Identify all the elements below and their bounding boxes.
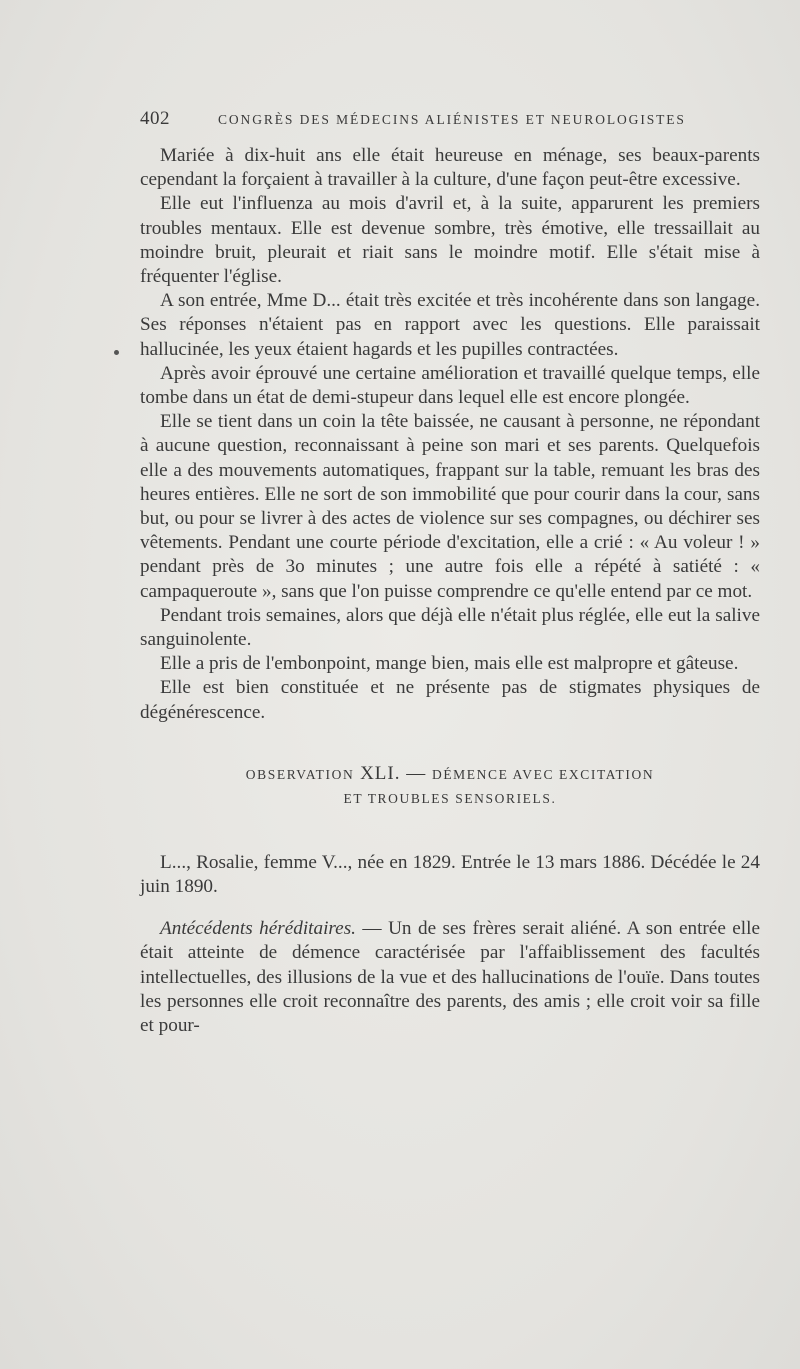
antecedents-dash: — [355,918,389,940]
paragraph-marriage: Mariée à dix-huit ans elle était heureuse en ménage, ses beaux-parents cependant la forçaient à travailler à la culture, d'une façon peut-être excessive. [140,145,760,191]
paragraph-improvement: Après avoir éprouvé une certaine amélioration et travaillé quelque temps, elle tombe dans un état de demi-stupeur dans lequel elle est encore plongée. [140,362,760,409]
margin-mark [114,350,119,355]
observation-title-line1: DÉMENCE AVEC EXCITATION [431,766,655,782]
paragraph-saliva: Pendant trois semaines, alors que déjà elle n'était plus réglée, elle eut la salive sanguinolente. [140,604,760,651]
paragraph-weight: Elle a pris de l'embonpoint, mange bien, mais elle est malpropre et gâteuse. [160,653,739,675]
observation-title-line2: ET TROUBLES SENSORIELS. [343,790,557,806]
paragraph-constitution: Elle est bien constituée et ne présente pas de stigmates physiques de dégénérescence. [140,677,760,723]
page-number: 402 [140,108,170,129]
observation-number: XLI. [360,762,401,784]
paragraph-antecedents [140,917,760,1038]
observation-dash: — [400,762,432,784]
page-header [140,108,760,136]
paragraph-influenza: Elle eut l'influenza au mois d'avril et, à la suite, apparurent les premiers troubles mentaux. Elle est devenue sombre, très émotive, elle tressaillait au moindre bruit, pleurait et riait sans le moindre motif. Elle s'était mise à fréquenter l'église. [140,193,760,288]
paragraph-behavior: Elle se tient dans un coin la tête baissée, ne causant à personne, ne répondant à aucune question, reconnaissant à peine son mari et ses parents. Quelquefois elle a des mouvements automatiques, frappant sur la table, remuant les bras des heures entières. Elle ne sort de son immobilité que pour courir dans la cour, sans but, ou pour se livrer à des actes de violence sur ses compagnes, ou déchirer ses vêtements. Pendant une courte période d'excitation, elle a crié : « Au voleur ! » pendant près de 3o minutes ; une autre fois elle a répété à satiété : « campaqueroute », sans que l'on puisse comprendre ce qu'elle entend par ce mot. [140,411,760,602]
antecedents-heading: Antécédents héréditaires. [160,918,356,940]
paragraph-admission: A son entrée, Mme D... était très excitée et très incohérente dans son langage. Ses réponses n'étaient pas en rapport avec les questions. Elle paraissait hallucinée, les yeux étaient hagards et les pupilles contractées. [140,290,760,360]
case-intro: L..., Rosalie, femme V..., née en 1829. Entrée le 13 mars 1886. Décédée le 24 juin 1890. [140,851,760,898]
observation-heading [140,762,760,787]
observation-label: OBSERVATION [245,766,355,782]
body-text [140,144,760,1038]
antecedents-text: Un de ses frères serait aliéné. A son entrée elle était atteinte de démence caractérisée par l'affaiblissement des facultés intellectuelles, des illusions de la vue et des hallucinations de l'ouïe. Dans toutes les personnes elle croit reconnaître des parents, des amis ; elle croit voir sa fille et pour- [140,918,760,1037]
running-title: CONGRÈS DES MÉDECINS ALIÉNISTES ET NEUROLOGISTES [218,112,686,127]
